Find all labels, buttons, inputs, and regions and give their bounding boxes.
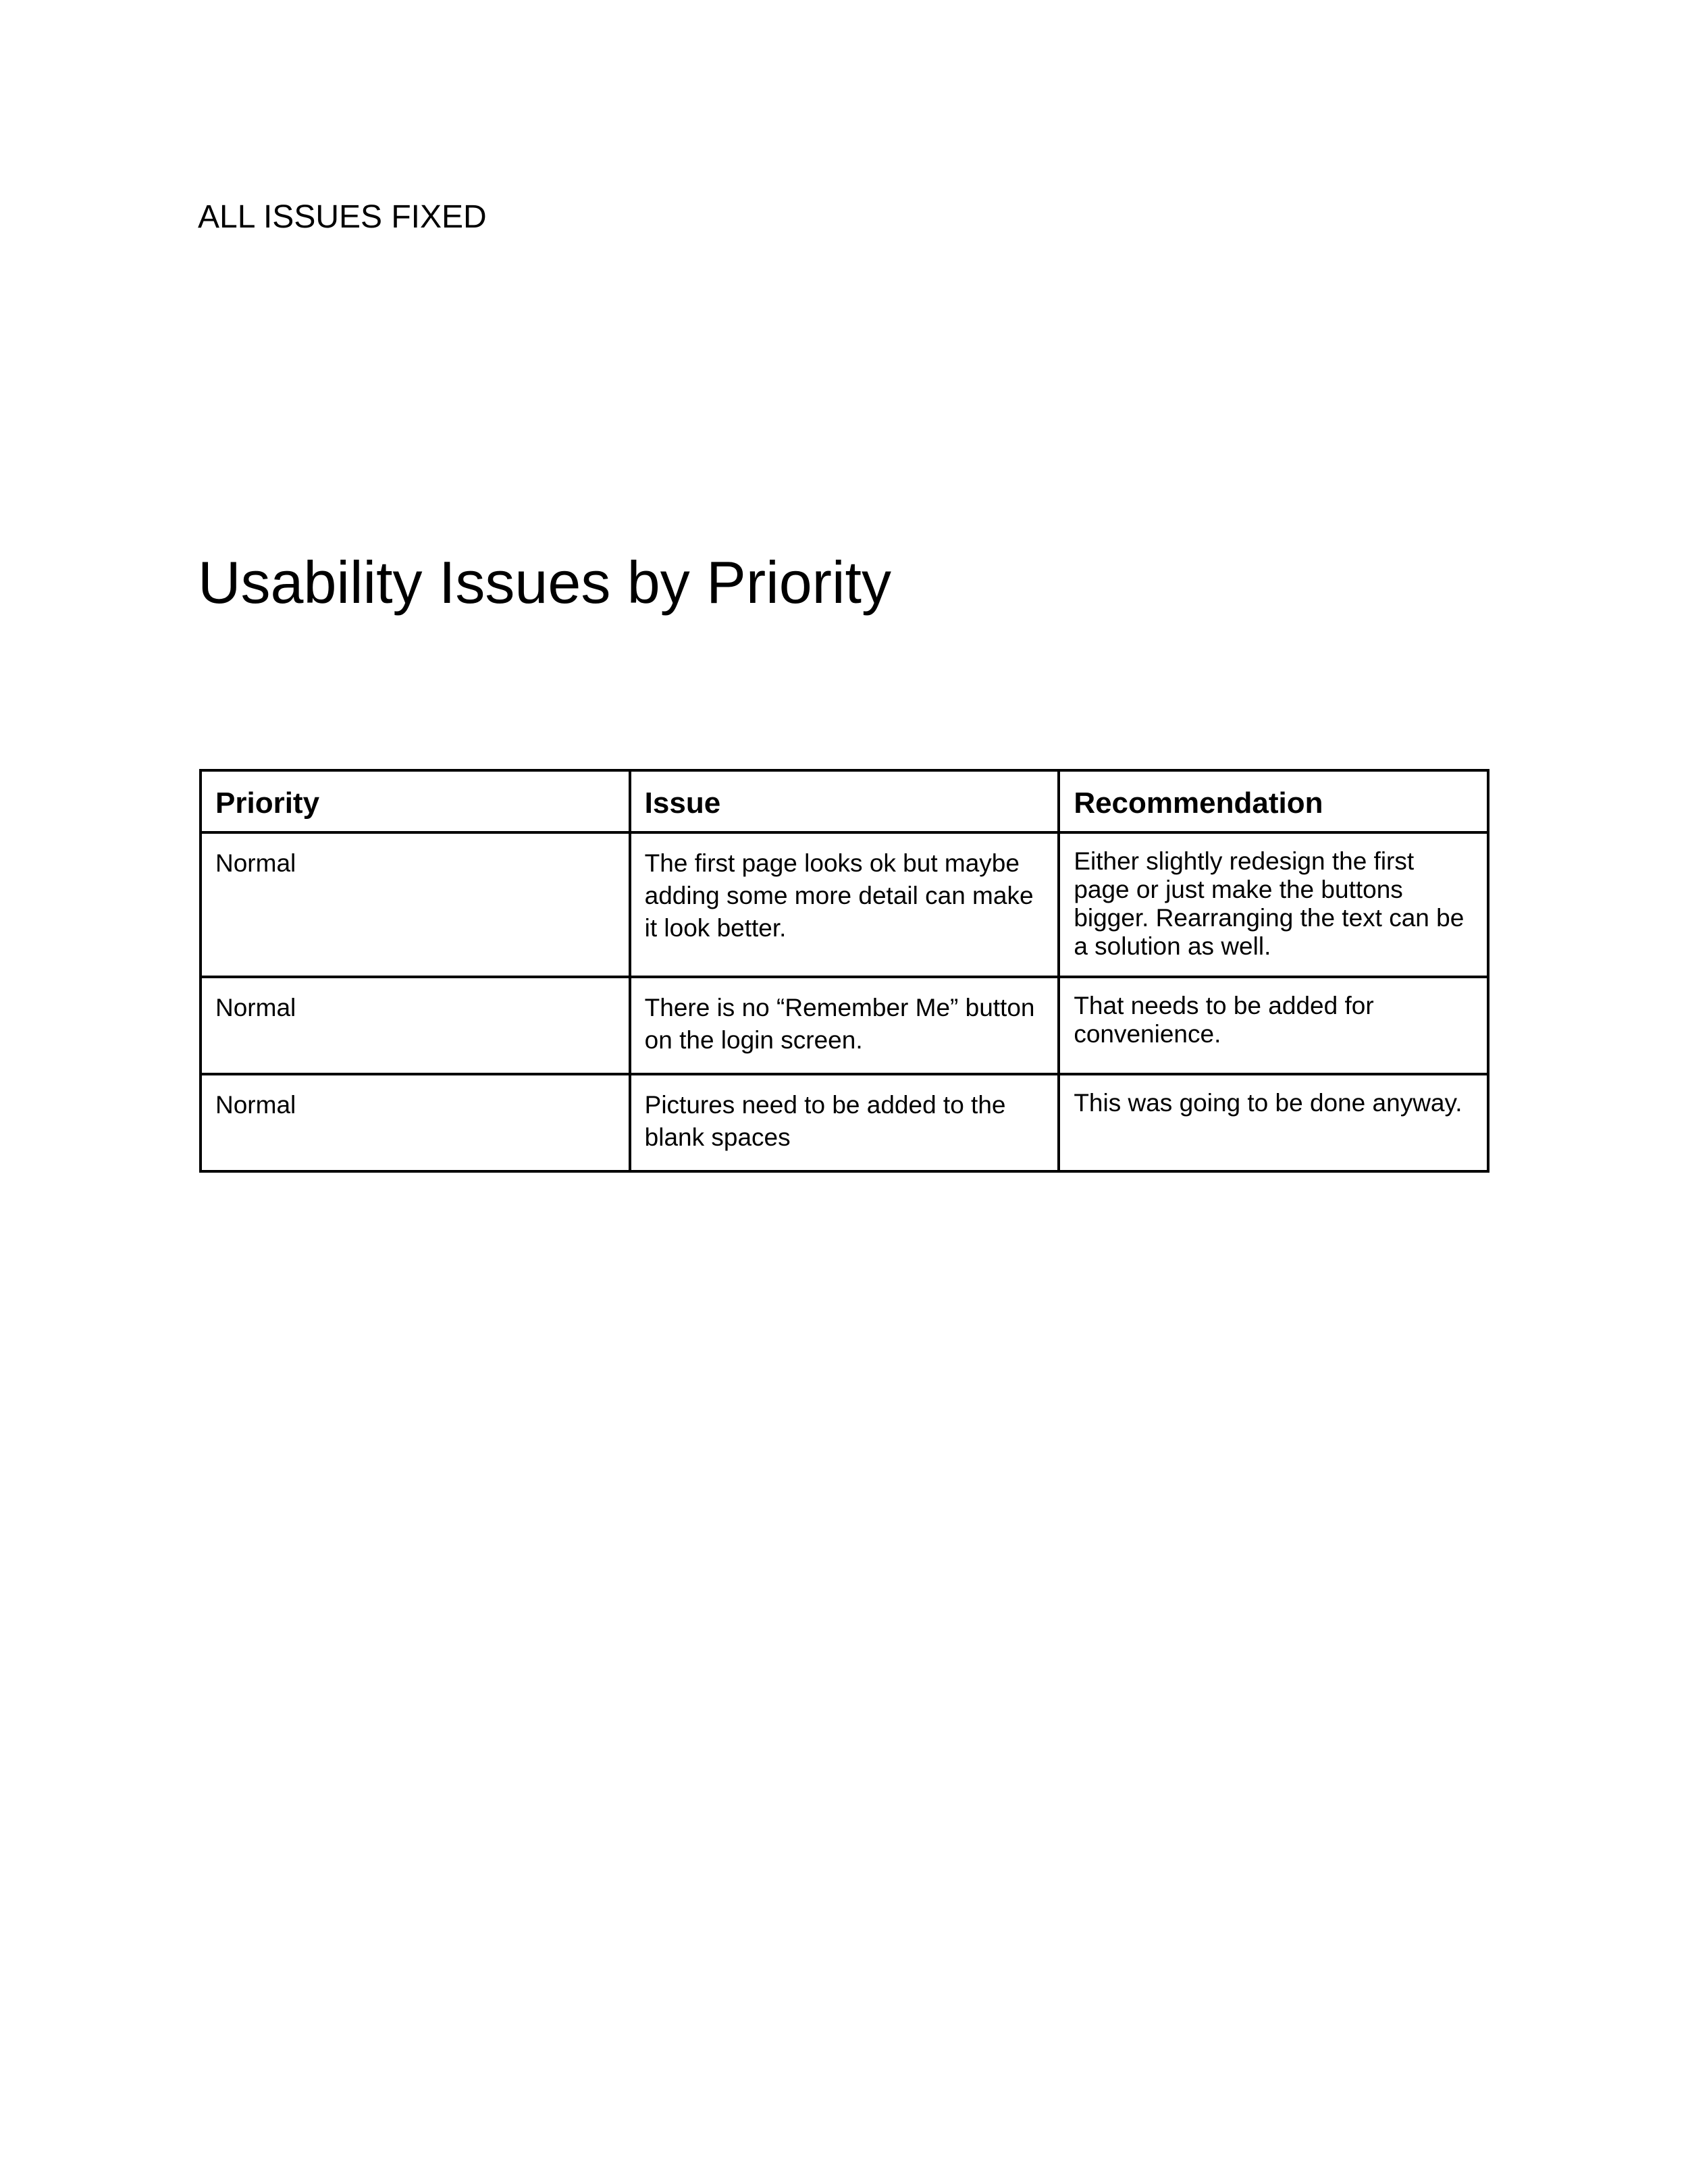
table-row	[201, 832, 1488, 977]
recommendation-cell: That needs to be added for convenience.	[1059, 977, 1488, 1074]
table-body	[201, 832, 1488, 1171]
priority-cell: Normal	[201, 1074, 630, 1171]
issue-cell: There is no “Remember Me” button on the login screen.	[630, 977, 1059, 1074]
table-row	[201, 977, 1488, 1074]
table-row	[201, 1074, 1488, 1171]
recommendation-cell: Either slightly redesign the first page or just make the buttons bigger. Rearranging the text can be a solution as well.	[1059, 832, 1488, 977]
table-header	[201, 770, 1488, 832]
column-header-recommendation: Recommendation	[1059, 770, 1488, 832]
usability-issues-table	[199, 769, 1489, 1173]
issue-cell: The first page looks ok but maybe adding some more detail can make it look better.	[630, 832, 1059, 977]
priority-cell: Normal	[201, 977, 630, 1074]
column-header-priority: Priority	[201, 770, 630, 832]
column-header-issue: Issue	[630, 770, 1059, 832]
issue-cell: Pictures need to be added to the blank spaces	[630, 1074, 1059, 1171]
page-title: Usability Issues by Priority	[198, 549, 891, 616]
header-row	[201, 770, 1488, 832]
status-note: ALL ISSUES FIXED	[198, 199, 487, 235]
priority-cell: Normal	[201, 832, 630, 977]
recommendation-cell: This was going to be done anyway.	[1059, 1074, 1488, 1171]
